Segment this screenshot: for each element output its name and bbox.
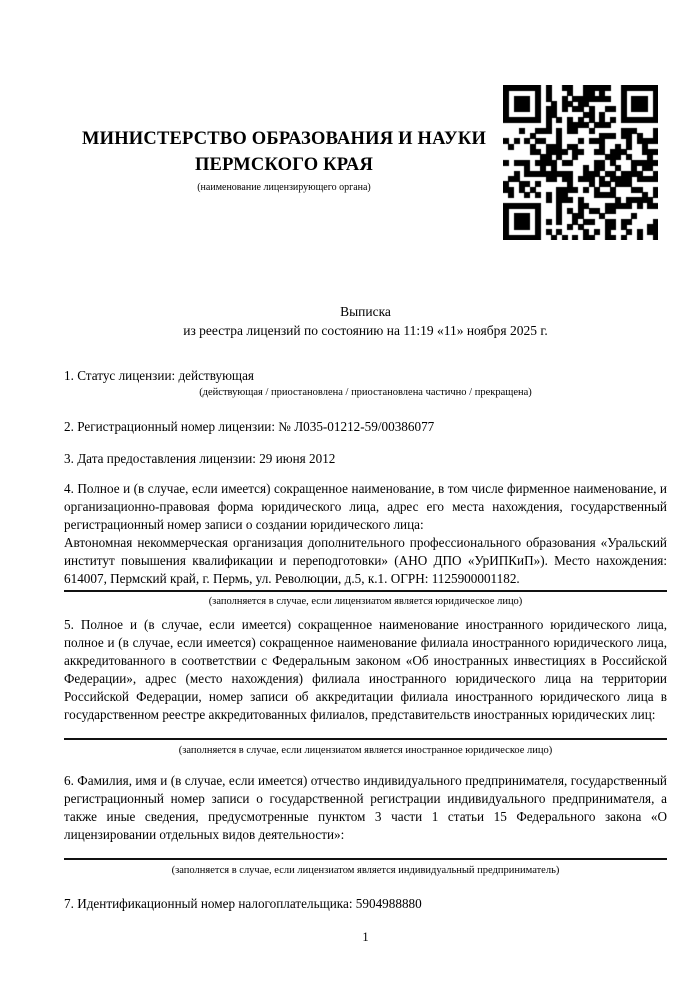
qr-code-icon [503, 85, 658, 240]
foreign-entity-field-caption: (заполняется в случае, если лицензиатом является иностранное юридическое лицо) [178, 745, 553, 756]
item-foreign-entity: 5. Полное и (в случае, если имеется) сокращенное наименование иностранного юридического лица, полное и (в случае, если имеется) сокращенное наименование филиала иностранного юридического лица, аккредитованного в соответствии с Федеральным законом «Об иностранных инвестициях в Российской Федерации», адрес (место нахождения) филиала иностранного юридического лица на территории Российской Федерации, номер записи об аккредитации филиала иностранного юридического лица в государственном реестре аккредитованных филиалов, представительств иностранных юридических лиц: [64, 617, 667, 722]
legal-entity-field-caption: (заполняется в случае, если лицензиатом является юридическое лицо) [208, 596, 523, 607]
item-individual-entrepreneur: 6. Фамилия, имя и (в случае, если имеется) отчество индивидуального предпринимателя, государственный регистрационный номер записи о государственной регистрации индивидуального предпринимателя, а также иные сведения, предусмотренные пунктом 3 части 1 статьи 15 Федерального закона «О лицензировании отдельных видов деятельности»: [64, 773, 667, 842]
item-legal-entity [64, 480, 667, 588]
individual-entrepreneur-fill-line [64, 858, 667, 860]
foreign-entity-fill-line [64, 738, 667, 740]
license-status-options-caption: (действующая / приостановлена / приостановлена частично / прекращена) [199, 387, 532, 398]
document-title [64, 303, 667, 340]
item-taxpayer-number: 7. Идентификационный номер налогоплательщика: 5904988880 [64, 896, 422, 911]
legal-entity-fill-line [64, 590, 667, 592]
page-number: 1 [362, 930, 369, 944]
document-title-line2: из реестра лицензий по состоянию на 11:19 «11» ноября 2025 г. [183, 322, 548, 338]
item-grant-date: 3. Дата предоставления лицензии: 29 июня 2012 [64, 451, 336, 466]
item-registration-number: 2. Регистрационный номер лицензии: № Л035-01212-59/00386077 [64, 419, 435, 434]
ministry-name-line2: ПЕРМСКОГО КРАЯ [194, 155, 374, 175]
licensing-authority-header [64, 126, 504, 194]
document-title-line1: Выписка [340, 304, 391, 319]
individual-entrepreneur-field-caption: (заполняется в случае, если лицензиатом является индивидуальный предприниматель) [171, 865, 560, 876]
item-license-status: 1. Статус лицензии: действующая [64, 368, 255, 383]
legal-entity-prompt: 4. Полное и (в случае, если имеется) сокращенное наименование, в том числе фирменное наименование, и организационно-правовая форма юридического лица, адрес его места нахождения, государственный регистрационный номер записи о создании юридического лица: [64, 481, 667, 532]
ministry-name-line1: МИНИСТЕРСТВО ОБРАЗОВАНИЯ И НАУКИ [81, 129, 487, 149]
legal-entity-value: Автономная некоммерческая организация дополнительного профессионального образования «Уральский институт повышения квалификации и переподготовки» (АНО ДПО «УрИПКиП»). Место нахождения: 614007, Пермский край, г. Пермь, ул. Революции, д.5, к.1. ОГРН: 1125900001182. [64, 535, 667, 586]
authority-field-caption: (наименование лицензирующего органа) [197, 182, 371, 193]
